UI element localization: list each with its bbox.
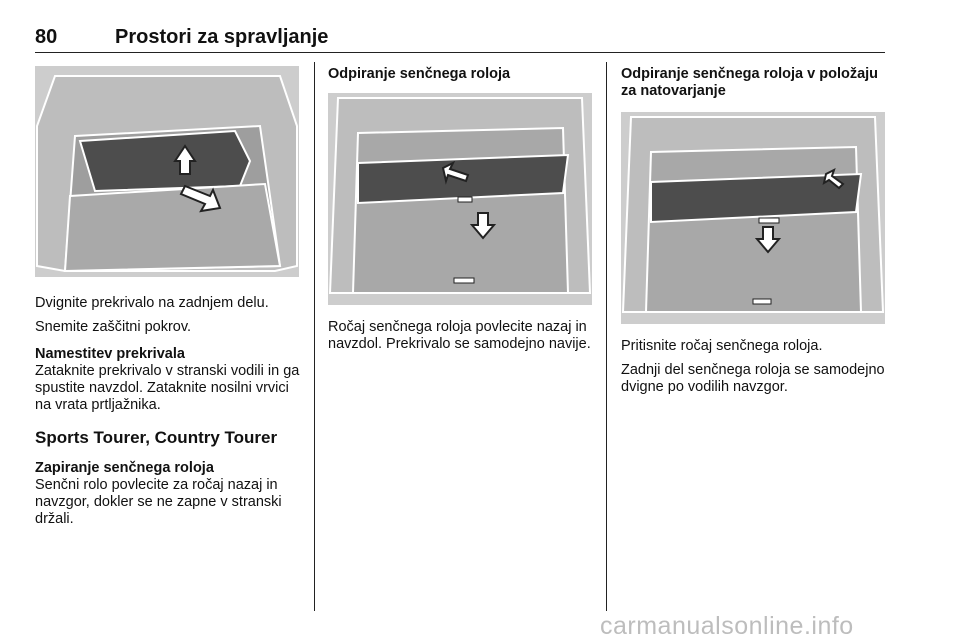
column-2 <box>328 66 593 353</box>
instruction-text: Senčni rolo povlecite za ročaj nazaj in navzgor, dokler se ne zapne v stranski držali. <box>35 477 282 527</box>
open-shade-illustration <box>328 93 592 305</box>
column-3 <box>621 66 886 396</box>
page-header <box>35 26 885 53</box>
subheading: Odpiranje senčnega roloja v položaju za natovarjanje <box>621 66 879 99</box>
subheading: Namestitev prekrivala <box>35 346 185 362</box>
instruction-text: Zadnji del senčnega roloja se samodejno dvigne po vodilih navzgor. <box>621 362 885 395</box>
page-title: Prostori za spravljanje <box>115 26 329 48</box>
instruction-text: Dvignite prekrivalo na zadnjem delu. <box>35 295 269 311</box>
watermark-logo: carmanualsonline.info <box>600 612 854 640</box>
subheading: Zapiranje senčnega roloja <box>35 460 214 476</box>
section-heading: Sports Tourer, Country Tourer <box>35 428 278 447</box>
instruction-text: Zataknite prekrivalo v stranski vodili in ga spustite navzdol. Zataknite nosilni vrvici na vrata prtljažnika. <box>35 363 300 413</box>
subheading: Odpiranje senčnega roloja <box>328 66 511 82</box>
column-1 <box>35 66 300 528</box>
column-divider <box>606 62 607 611</box>
page-number: 80 <box>35 26 58 48</box>
loading-position-illustration <box>621 112 885 324</box>
instruction-text: Snemite zaščitni pokrov. <box>35 319 192 335</box>
instruction-text: Pritisnite ročaj senčnega roloja. <box>621 338 823 354</box>
trunk-cover-lift-illustration <box>35 66 299 277</box>
instruction-text: Ročaj senčnega roloja povlecite nazaj in navzdol. Prekrivalo se samodejno navije. <box>328 319 591 352</box>
column-divider <box>314 62 315 611</box>
